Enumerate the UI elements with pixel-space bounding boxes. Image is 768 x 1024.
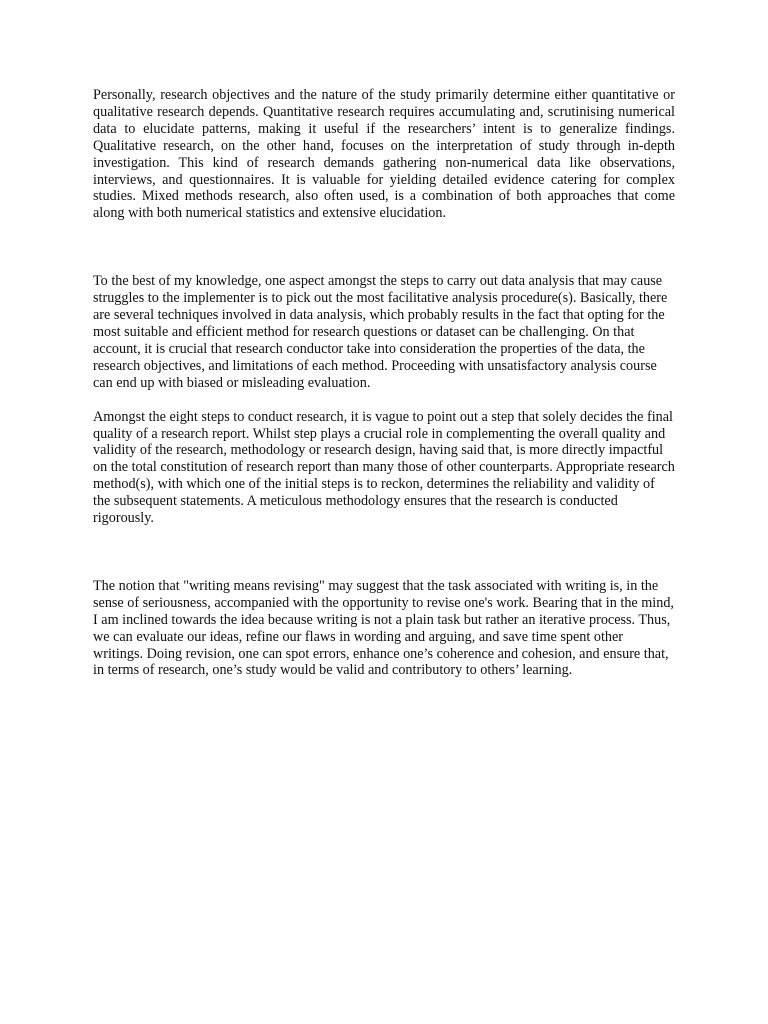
paragraph-research-steps: Amongst the eight steps to conduct research, it is vague to point out a step that solely decides the final quality of a research report. Whilst step plays a crucial role in complementing the overall quality and validity of the research, methodology or research design, having said that, is more directly impactful on the total constitution of research report than many those of other counterparts. Appropriate research method(s), with which one of the initial steps is to reckon, determines the reliability and validity of the subsequent statements. A meticulous methodology ensures that the research is conducted rigorously.: [93, 408, 675, 527]
paragraph-writing-revising: The notion that "writing means revising" may suggest that the task associated with writing is, in the sense of seriousness, accompanied with the opportunity to revise one's work. Bearing that in the mind, I am inclined towards the idea because writing is not a plain task but rather an iterative process. Thus, we can evaluate our ideas, refine our flaws in wording and arguing, and save time spent other writings. Doing revision, one can spot errors, enhance one’s coherence and cohesion, and ensure that, in terms of research, one’s study would be valid and contributory to others’ learning.: [93, 577, 674, 679]
document-page: [93, 87, 675, 679]
paragraph-research-approaches: Personally, research objectives and the nature of the study primarily determine either quantitative or qualitative research depends. Quantitative research requires accumulating and, scrutinising numerical data to elucidate patterns, making it useful if the researchers’ intent is to generalize findings. Qualitative research, on the other hand, focuses on the interpretation of study through in-depth investigation. This kind of research demands gathering non-numerical data like observations, interviews, and questionnaires. It is valuable for yielding detailed evidence catering for complex studies. Mixed methods research, also often used, is a combination of both approaches that come along with both numerical statistics and extensive elucidation.: [93, 87, 675, 222]
paragraph-data-analysis: To the best of my knowledge, one aspect amongst the steps to carry out data analysis that may cause struggles to the implementer is to pick out the most facilitative analysis procedure(s). Basically, there are several techniques involved in data analysis, which probably results in the fact that opting for the most suitable and efficient method for research questions or dataset can be challenging. On that account, it is crucial that research conductor take into consideration the properties of the data, the research objectives, and limitations of each method. Proceeding with unsatisfactory analysis course can end up with biased or misleading evaluation.: [93, 273, 668, 391]
